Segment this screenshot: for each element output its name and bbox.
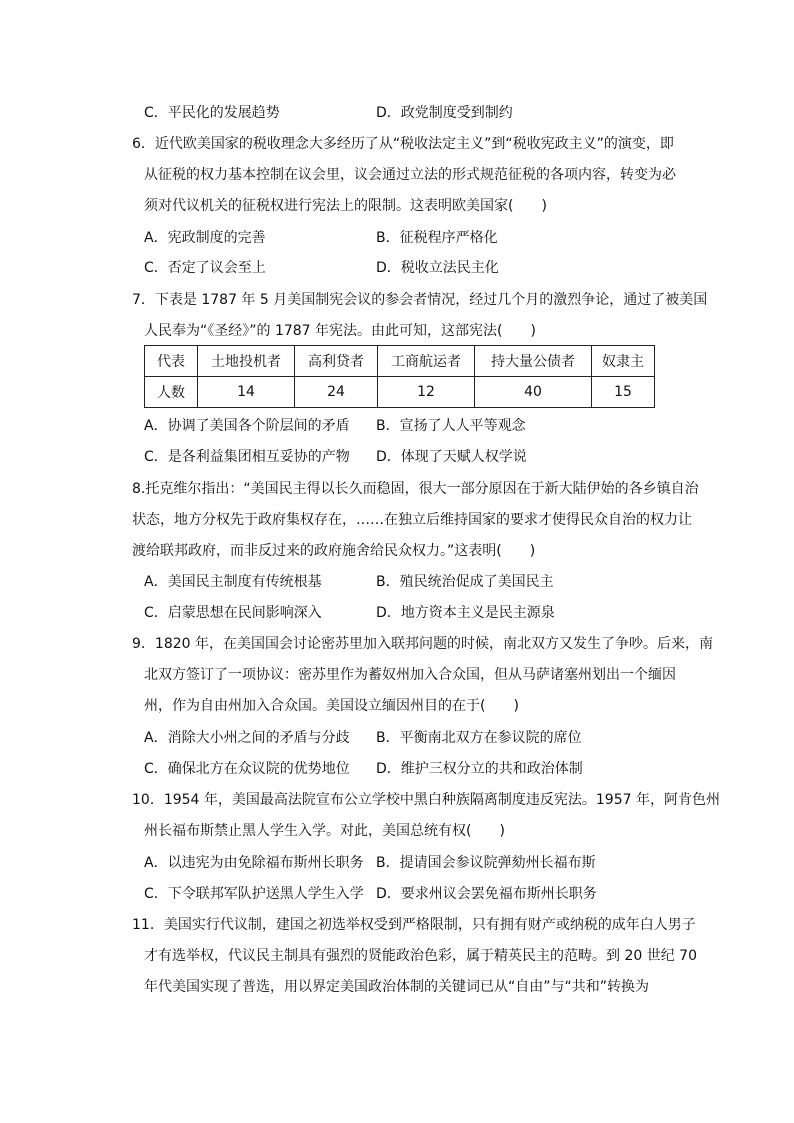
q6-stem-line-2: 从征税的权力基本控制在议会里，议会通过立法的形式规范征税的各项内容，转变为必 [144, 167, 676, 183]
q6-option-d: D．税收立法民主化 [376, 260, 499, 276]
q7-table [144, 345, 655, 408]
q7-option-b: B．宣扬了人人平等观念 [376, 418, 526, 434]
table-header-cell: 工商航运者 [378, 346, 475, 377]
q10-option-b: B．提请国会参议院弹劾州长福布斯 [376, 855, 596, 871]
q10-option-c: C．下令联邦军队护送黑人学生入学 [144, 886, 364, 902]
q5-option-d: D．政党制度受到制约 [376, 105, 513, 121]
q6-option-b: B．征税程序严格化 [376, 230, 498, 246]
q9-option-c: C．确保北方在众议院的优势地位 [144, 761, 350, 777]
q11-stem-line-1: 11．美国实行代议制，建国之初选举权受到严格限制，只有拥有财产或纳税的成年白人男子 [132, 917, 696, 933]
q11-stem-line-3: 年代美国实现了普选，用以界定美国政治体制的关键词已从“自由”与“共和”转换为 [144, 979, 650, 995]
q8-option-d: D．地方资本主义是民主源泉 [376, 605, 555, 621]
q9-stem-line-2: 北双方签订了一项协议：密苏里作为蓄奴州加入合众国，但从马萨诸塞州划出一个缅因 [144, 667, 676, 683]
q9-option-d: D．维护三权分立的共和政治体制 [376, 761, 583, 777]
q7-option-d: D．体现了天赋人权学说 [376, 449, 527, 465]
table-cell: 15 [592, 377, 655, 408]
q10-option-d: D．要求州议会罢免福布斯州长职务 [376, 886, 597, 902]
q8-stem-line-3: 渡给联邦政府，而非反过来的政府施舍给民众权力。”这表明( ) [132, 543, 536, 559]
q10-option-a: A．以违宪为由免除福布斯州长职务 [144, 855, 364, 871]
q9-stem-line-3: 州，作为自由州加入合众国。美国设立缅因州目的在于( ) [144, 698, 519, 714]
table-cell: 人数 [145, 377, 198, 408]
q8-stem-line-1: 8.托克维尔指出：“美国民主得以长久而稳固，很大一部分原因在于新大陆伊始的各乡镇自治 [132, 481, 699, 497]
q10-stem-line-2: 州长福布斯禁止黑人学生入学。对此，美国总统有权( ) [144, 823, 505, 839]
q11-stem-line-2: 才有选举权，代议民主制具有强烈的贤能政治色彩，属于精英民主的范畴。到 20 世纪 70 [144, 948, 697, 964]
q5-option-c: C．平民化的发展趋势 [144, 105, 280, 121]
q10-stem-line-1: 10．1954 年，美国最高法院宣布公立学校中黑白种族隔离制度违反宪法。1957 年，阿肯色州 [132, 792, 720, 808]
q6-option-a: A．宪政制度的完善 [144, 230, 266, 246]
table-cell: 40 [475, 377, 592, 408]
q7-option-a: A．协调了美国各个阶层间的矛盾 [144, 418, 350, 434]
q8-option-a: A．美国民主制度有传统根基 [144, 574, 322, 590]
q6-option-c: C．否定了议会至上 [144, 260, 266, 276]
q9-option-b: B．平衡南北双方在参议院的席位 [376, 730, 582, 746]
q6-stem-line-3: 须对代议机关的征税权进行宪法上的限制。这表明欧美国家( ) [144, 198, 547, 214]
q8-stem-line-2: 状态，地方分权先于政府集权存在，……在独立后维持国家的要求才使得民众自治的权力让 [132, 512, 692, 528]
q7-stem-line-2: 人民奉为“《圣经》”的 1787 年宪法。由此可知，这部宪法( ) [144, 323, 536, 339]
table-header-cell: 高利贷者 [295, 346, 378, 377]
table-cell: 12 [378, 377, 475, 408]
table-header-cell: 持大量公债者 [475, 346, 592, 377]
q9-option-a: A．消除大小州之间的矛盾与分歧 [144, 730, 350, 746]
q7-stem-line-1: 7．下表是 1787 年 5 月美国制宪会议的参会者情况，经过几个月的激烈争论，通过了被美国 [132, 292, 708, 308]
q9-stem-line-1: 9．1820 年，在美国国会讨论密苏里加入联邦问题的时候，南北双方又发生了争吵。后来，南 [132, 636, 713, 652]
table-header-row [145, 346, 655, 377]
table-cell: 14 [198, 377, 295, 408]
table-header-cell: 奴隶主 [592, 346, 655, 377]
table-row [145, 377, 655, 408]
q8-option-b: B．殖民统治促成了美国民主 [376, 574, 554, 590]
table-cell: 24 [295, 377, 378, 408]
q7-option-c: C．是各利益集团相互妥协的产物 [144, 449, 350, 465]
table-header-cell: 代表 [145, 346, 198, 377]
q8-option-c: C．启蒙思想在民间影响深入 [144, 605, 322, 621]
q6-stem-line-1: 6．近代欧美国家的税收理念大多经历了从“税收法定主义”到“税收宪政主义”的演变，即 [132, 136, 674, 152]
table-header-cell: 土地投机者 [198, 346, 295, 377]
